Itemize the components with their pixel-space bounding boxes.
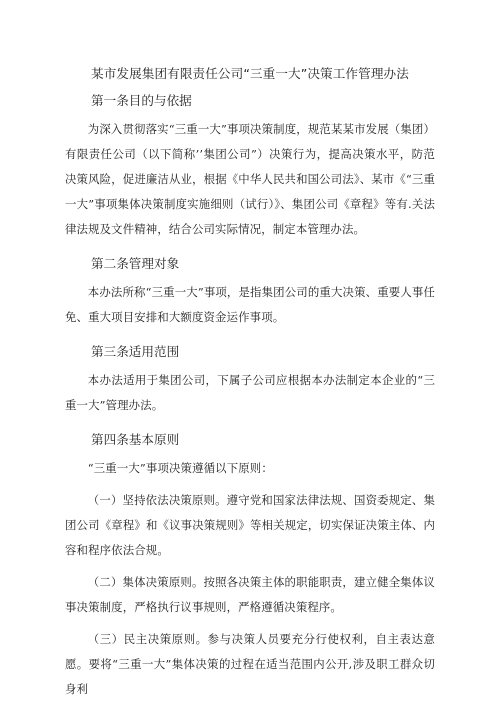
paragraph: 本办法适用于集团公司，下属子公司应根据本办法制定本企业的“三重一大”管理办法。 (65, 373, 435, 412)
section-heading: 第二条管理对象 (91, 256, 180, 271)
paragraph: （二）集体决策原则。按照各决策主体的职能职责，建立健全集体议事决策制度，严格执行议事规则，严格遵循决策程序。 (65, 575, 435, 614)
paragraph: （一）坚持依法决策原则。遵守党和国家法律法规、国资委规定、集团公司《章程》和《议事决策规则》等相关规定，切实保证决策主体、内容和程序依法合规。 (65, 493, 435, 557)
section-heading: 第一条目的与依据 (91, 93, 192, 108)
document-title: 某市发展集团有限责任公司“三重一大”决策工作管理办法 (91, 66, 409, 81)
section-heading: 第三条适用范围 (91, 344, 180, 359)
section-scope (65, 342, 435, 418)
section-basic-principles (65, 430, 435, 702)
section-management-object (65, 254, 435, 330)
paragraph: 为深入贯彻落实“三重一大”事项决策制度，规范某某市发展（集团）有限责任公司（以下简称’’集团公司”）决策行为，提高决策水平，防范决策风险，促进廉洁从业，根据《中华人民共和国公司法》、某市《“三重一大”事项集体决策制度实施细则（试行）》、集团公司《章程》等有.关法律法规及文件精神，结合公司实际情况，制定本管理办法。 (65, 122, 435, 236)
paragraph: （三）民主决策原则。参与决策人员要充分行使权利，自主表达意愿。要将“三重一大”集体决策的过程在适当范围内公开,涉及职工群众切身利 (65, 632, 435, 696)
section-purpose-basis (65, 91, 435, 242)
section-heading: 第四条基本原则 (91, 432, 180, 447)
paragraph: 本办法所称“三重一大”事项，是指集团公司的重大决策、重要人事任免、重大项目安排和大额度资金运作事项。 (65, 285, 435, 324)
paragraph: “三重一大”事项决策遵循以下原则： (87, 461, 273, 475)
